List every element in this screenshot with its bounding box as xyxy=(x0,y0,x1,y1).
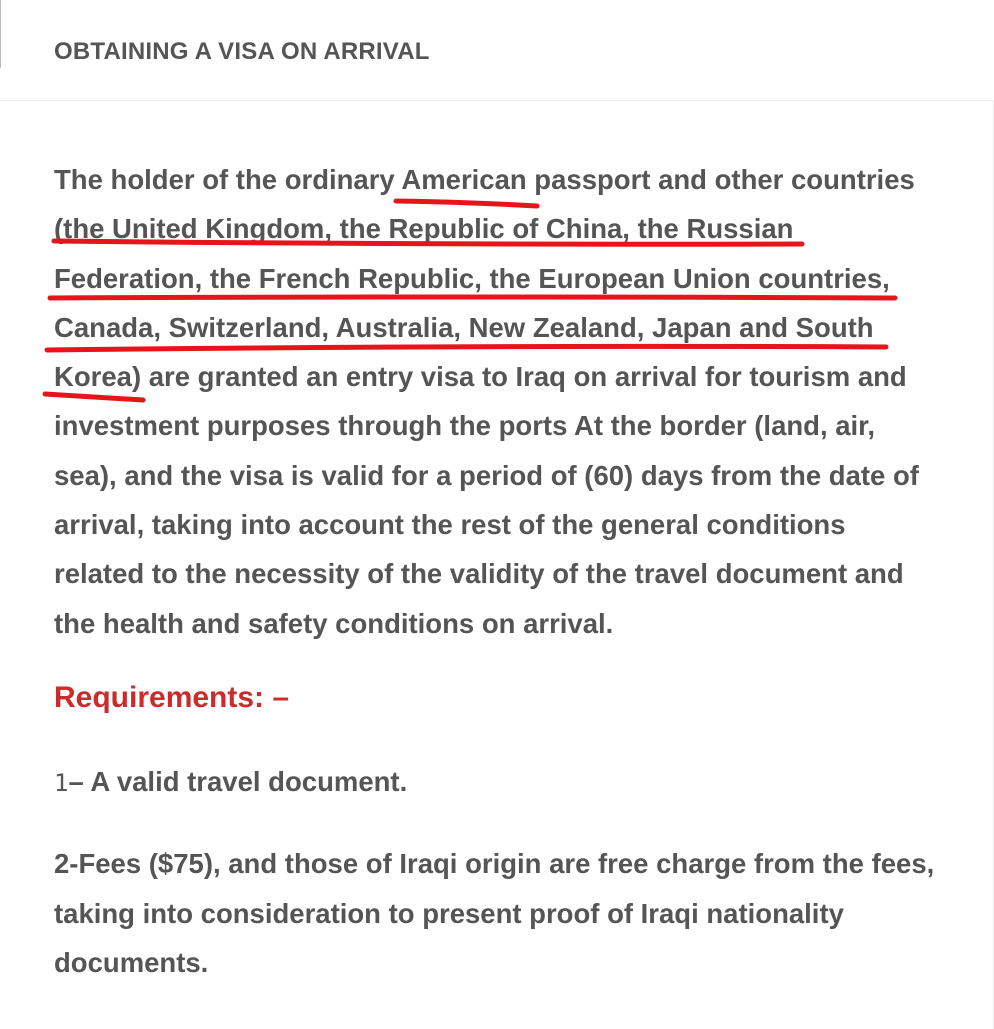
intro-line: (the United Kingdom, the Republic of China, the Russian xyxy=(54,213,794,245)
intro-line: the health and safety conditions on arrival. xyxy=(54,607,614,639)
requirement-line: documents. xyxy=(54,946,209,978)
requirement-line: taking into consideration to present proof of Iraqi nationality xyxy=(54,897,844,929)
requirement-item-2 xyxy=(54,839,934,987)
article-body xyxy=(54,155,934,987)
requirement-number: 1 xyxy=(54,768,69,797)
requirements-heading: Requirements: – xyxy=(54,680,290,714)
requirement-item-1 xyxy=(54,757,934,808)
section-header xyxy=(0,0,994,101)
intro-line: Canada, Switzerland, Australia, New Zealand, Japan and South xyxy=(54,311,874,343)
requirement-text: – A valid travel document. xyxy=(68,765,408,797)
intro-line: sea), and the visa is valid for a period of (60) days from the date of xyxy=(54,459,919,491)
requirement-line: 2-Fees ($75), and those of Iraqi origin are free charge from the fees, xyxy=(54,848,935,880)
intro-line: investment purposes through the ports At the border (land, air, xyxy=(54,410,875,442)
intro-line: related to the necessity of the validity of the travel document and xyxy=(54,558,904,590)
intro-line: The holder of the ordinary American passport and other countries xyxy=(54,164,915,195)
intro-line: Korea) are granted an entry visa to Iraq on arrival for tourism and xyxy=(54,361,907,393)
intro-line: arrival, taking into account the rest of the general conditions xyxy=(54,509,846,541)
section-title: OBTAINING A VISA ON ARRIVAL xyxy=(54,38,430,65)
intro-line: Federation, the French Republic, the European Union countries, xyxy=(54,262,890,294)
intro-paragraph xyxy=(54,155,934,648)
